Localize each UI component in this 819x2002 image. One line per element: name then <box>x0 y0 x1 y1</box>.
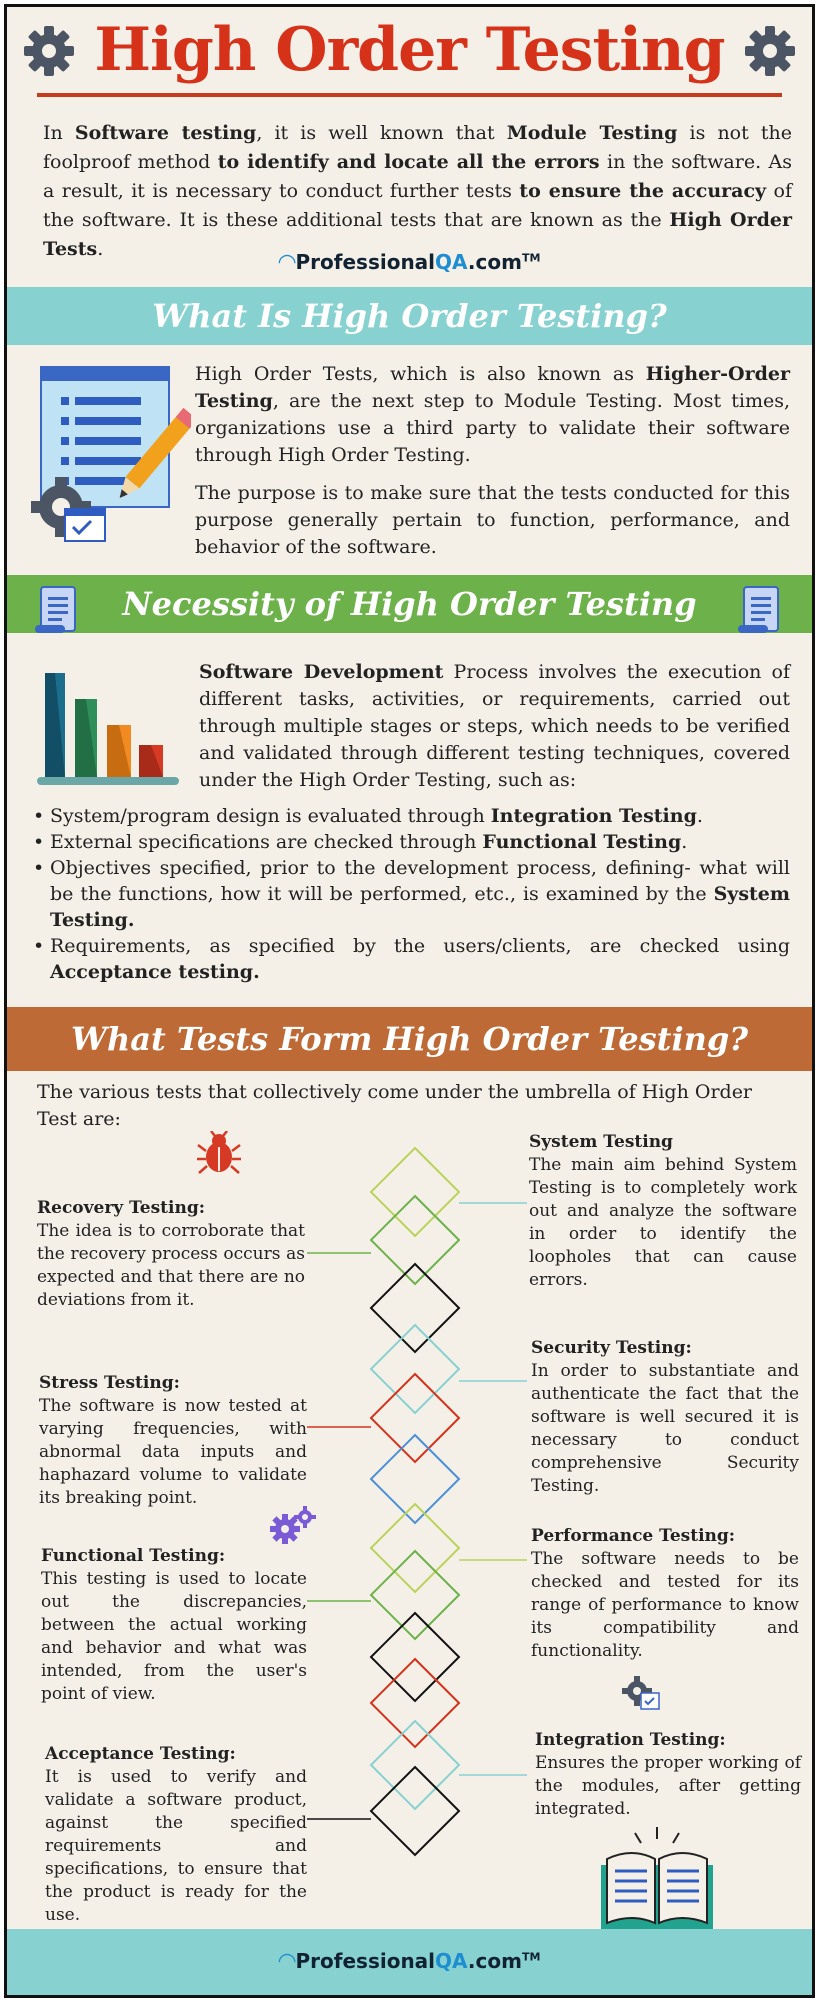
section-heading-what-tests: What Tests Form High Order Testing? <box>7 1007 812 1071</box>
open-book-icon <box>597 1825 717 1935</box>
list-item: • System/program design is evaluated through Integration Testing. <box>33 803 790 829</box>
list-item: • External specifications are checked through Functional Testing. <box>33 829 790 855</box>
gear-checklist-icon <box>621 1673 661 1713</box>
infographic <box>4 4 815 1998</box>
bug-icon <box>195 1131 243 1175</box>
list-item: • Requirements, as specified by the users/clients, are checked using Acceptance testing. <box>33 933 790 985</box>
scroll-icon <box>734 583 786 637</box>
intro-paragraph: In Software testing, it is well known that Module Testing is not the foolproof method to identify and locate all the errors in the software. As a result, it is necessary to conduct further tests to ensure the accuracy of the software. It is these additional tests that are known as the High Order Tests. <box>43 122 793 260</box>
list-item: • Objectives specified, prior to the development process, defining- what will be the functions, how it will be performed, etc., is examined by the System Testing. <box>33 855 790 933</box>
gear-icon <box>742 23 798 79</box>
document-pencil-icon <box>21 359 191 549</box>
title-underline <box>37 93 782 97</box>
test-integration: Integration Testing: Ensures the proper working of the modules, after getting integrated. <box>535 1730 801 1819</box>
footer <box>7 1929 812 1995</box>
bar-chart-icon <box>35 669 195 789</box>
test-acceptance: Acceptance Testing: It is used to verify and validate a software product, against the specified requirements and specifications, to ensure that the product is ready for the use. <box>45 1744 307 1925</box>
section-heading-necessity: Necessity of High Order Testing <box>7 575 812 633</box>
test-stress: Stress Testing: The software is now tested at varying frequencies, with abnormal data inputs and haphazard volume to validate its breaking point. <box>39 1373 307 1508</box>
test-performance: Performance Testing: The software needs to be checked and tested for its range of performance to know its compatibility and functionality. <box>531 1526 799 1661</box>
necessity-paragraph: Software Development Process involves the execution of different tasks, activities, or requirements, carried out through multiple stages or steps, which needs to be verified and validated through different testing techniques, covered under the High Order Testing, such as: <box>199 661 790 791</box>
test-security: Security Testing: In order to substantiate and authenticate the fact that the software is well secured it is necessary to conduct comprehensive Security Testing. <box>531 1338 799 1496</box>
what-is-paragraph-1: High Order Tests, which is also known as Higher-Order Testing, are the next step to Module Testing. Most times, organizations use a third party to validate their software through High Order Testing. <box>195 363 790 466</box>
necessity-bullet-list <box>33 803 790 985</box>
logo-swoosh-icon: ◠ <box>278 1949 296 1974</box>
test-functional: Functional Testing: This testing is used to locate out the discrepancies, between the actual working and behavior and what was intended, from the user's point of view. <box>41 1546 307 1704</box>
page-title: High Order Testing <box>94 15 725 85</box>
scroll-icon <box>31 583 83 637</box>
logo-swoosh-icon: ◠ <box>278 250 296 275</box>
tests-intro: The various tests that collectively come under the umbrella of High Order Test are: <box>37 1081 753 1130</box>
section-heading-what-is: What Is High Order Testing? <box>7 287 812 345</box>
test-recovery: Recovery Testing: The idea is to corroborate that the recovery process occurs as expected and that there are no deviations from it. <box>37 1198 305 1310</box>
brand-logo: ◠ProfessionalQA.com™ <box>278 250 541 275</box>
test-system: System Testing The main aim behind System Testing is to completely work out and analyze the software in order to identify the loopholes that can cause errors. <box>529 1132 797 1290</box>
what-is-paragraph-2: The purpose is to make sure that the tests conducted for this purpose generally pertain to function, performance, and behavior of the software. <box>195 482 790 558</box>
brand-logo: ◠ProfessionalQA.com™ <box>278 1949 541 1974</box>
header <box>7 7 812 103</box>
